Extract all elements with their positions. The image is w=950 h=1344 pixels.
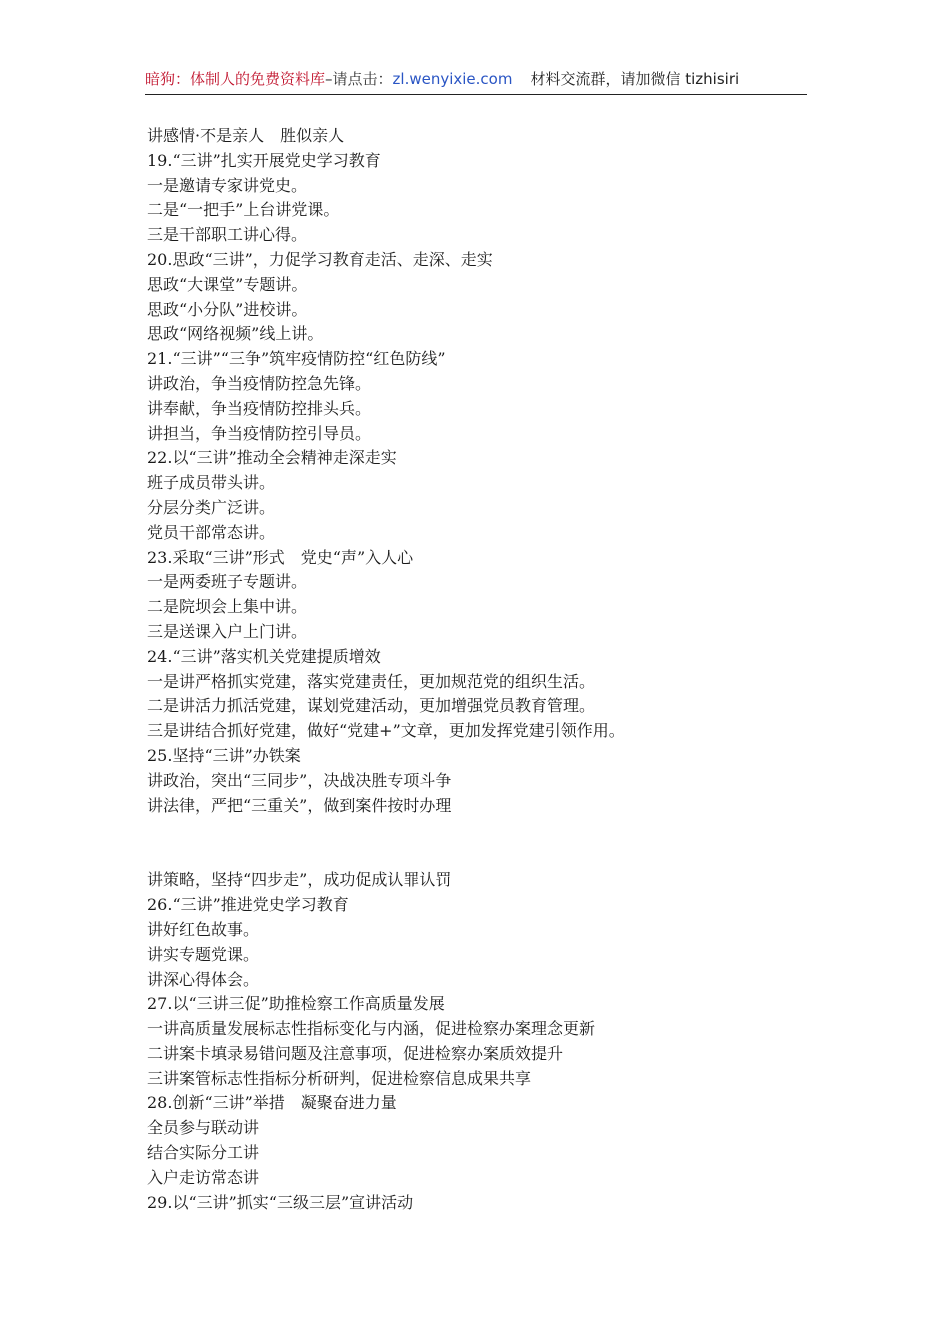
text-line: 入户走访常态讲 bbox=[147, 1167, 260, 1187]
text-line: 一是讲严格抓实党建，落实党建责任，更加规范党的组织生活。 bbox=[147, 671, 596, 691]
section-heading: 21.“三讲”“三争”筑牢疫情防控“红色防线” bbox=[147, 349, 446, 369]
section-heading: 20.思政“三讲”，力促学习教育走活、走深、走实 bbox=[147, 249, 493, 269]
section-heading: 28.创新“三讲”举措 凝聚奋进力量 bbox=[147, 1093, 397, 1113]
text-line: 分层分类广泛讲。 bbox=[147, 497, 276, 517]
text-line: 二是院坝会上集中讲。 bbox=[147, 597, 308, 617]
header-group-info: 材料交流群，请加微信 tizhisiri bbox=[530, 70, 740, 88]
section-heading: 26.“三讲”推进党史学习教育 bbox=[147, 895, 349, 915]
document-section-1 bbox=[147, 124, 827, 818]
section-heading: 24.“三讲”落实机关党建提质增效 bbox=[147, 646, 381, 666]
text-line: 思政“网络视频”线上讲。 bbox=[147, 324, 324, 344]
section-heading: 22.以“三讲”推动全会精神走深走实 bbox=[147, 448, 397, 468]
text-line: 讲实专题党课。 bbox=[147, 944, 260, 964]
text-line: 结合实际分工讲 bbox=[147, 1143, 260, 1163]
document-section-2 bbox=[147, 868, 827, 1215]
text-line: 讲担当，争当疫情防控引导员。 bbox=[147, 423, 372, 443]
text-line: 一是邀请专家讲党史。 bbox=[147, 175, 308, 195]
text-line: 三是干部职工讲心得。 bbox=[147, 225, 308, 245]
text-line: 讲感情·不是亲人 胜似亲人 bbox=[147, 126, 345, 145]
section-heading: 25.坚持“三讲”办铁案 bbox=[147, 745, 301, 765]
section-heading: 29.以“三讲”抓实“三级三层”宣讲活动 bbox=[147, 1192, 414, 1212]
header-brand-link[interactable]: 暗狗：体制人的免费资料库 bbox=[145, 70, 326, 88]
header-url-link[interactable]: zl.wenyixie.com bbox=[392, 70, 513, 88]
text-line: 三是送课入户上门讲。 bbox=[147, 621, 308, 641]
text-line: 思政“大课堂”专题讲。 bbox=[147, 274, 308, 294]
text-line: 三是讲结合抓好党建，做好“党建+”文章，更加发挥党建引领作用。 bbox=[147, 721, 625, 741]
text-line: 讲政治，争当疫情防控急先锋。 bbox=[147, 373, 372, 393]
text-line: 讲深心得体会。 bbox=[147, 969, 260, 989]
section-heading: 19.“三讲”扎实开展党史学习教育 bbox=[147, 150, 381, 170]
text-line: 二讲案卡填录易错问题及注意事项，促进检察办案质效提升 bbox=[147, 1043, 564, 1063]
document-body bbox=[147, 124, 827, 1215]
text-line: 一讲高质量发展标志性指标变化与内涵，促进检察办案理念更新 bbox=[147, 1019, 596, 1039]
text-line: 思政“小分队”进校讲。 bbox=[147, 299, 308, 319]
text-line: 三讲案管标志性指标分析研判，促进检察信息成果共享 bbox=[147, 1068, 532, 1088]
text-line: 讲政治，突出“三同步”，决战决胜专项斗争 bbox=[147, 770, 452, 790]
text-line: 讲奉献，争当疫情防控排头兵。 bbox=[147, 398, 372, 418]
section-gap bbox=[147, 818, 827, 868]
text-line: 二是“一把手”上台讲党课。 bbox=[147, 200, 340, 220]
text-line: 党员干部常态讲。 bbox=[147, 522, 276, 542]
page-header bbox=[145, 68, 807, 95]
text-line: 讲法律，严把“三重关”，做到案件按时办理 bbox=[147, 795, 452, 815]
text-line: 讲好红色故事。 bbox=[147, 919, 260, 939]
section-heading: 27.以“三讲三促”助推检察工作高质量发展 bbox=[147, 994, 445, 1014]
text-line: 一是两委班子专题讲。 bbox=[147, 572, 308, 592]
text-line: 班子成员带头讲。 bbox=[147, 473, 276, 493]
section-heading: 23.采取“三讲”形式 党史“声”入人心 bbox=[147, 547, 414, 567]
header-click-prefix: –请点击： bbox=[325, 70, 393, 88]
text-line: 讲策略，坚持“四步走”，成功促成认罪认罚 bbox=[147, 870, 452, 890]
text-line: 二是讲活力抓活党建，谋划党建活动，更加增强党员教育管理。 bbox=[147, 696, 596, 716]
text-line: 全员参与联动讲 bbox=[147, 1118, 260, 1138]
